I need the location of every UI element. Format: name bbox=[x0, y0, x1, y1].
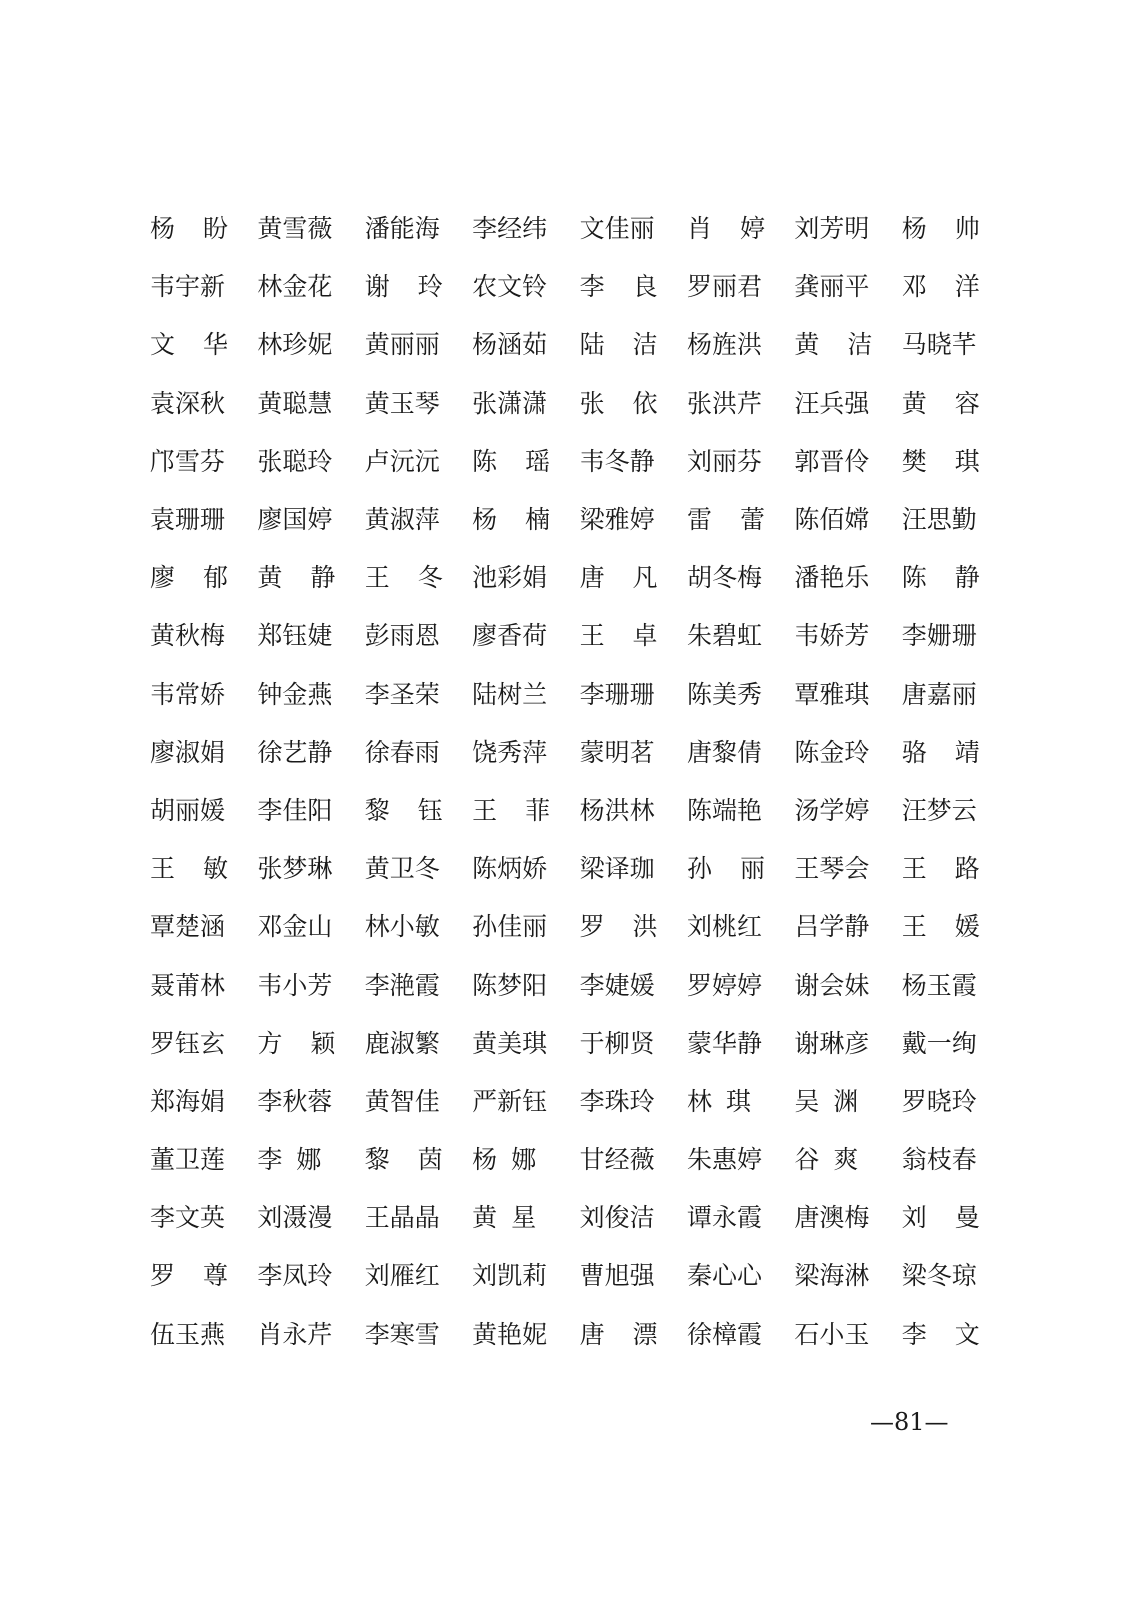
name-entry: 刘俊洁 bbox=[579, 1203, 655, 1233]
name-entry: 刘丽芬 bbox=[686, 446, 762, 476]
name-entry: 杨旌洪 bbox=[686, 330, 762, 360]
name-entry: 韦冬静 bbox=[579, 446, 655, 476]
name-entry: 郑钰婕 bbox=[257, 621, 333, 651]
name-entry: 朱碧虹 bbox=[686, 621, 762, 651]
name-entry: 王琴会 bbox=[794, 854, 870, 884]
name-entry: 谢 玲 bbox=[364, 272, 443, 302]
name-entry: 刘滠漫 bbox=[257, 1203, 333, 1233]
name-entry: 黄卫冬 bbox=[364, 854, 440, 884]
name-entry: 韦娇芳 bbox=[794, 621, 870, 651]
name-entry: 黄聪慧 bbox=[257, 388, 333, 418]
name-entry: 李姗珊 bbox=[901, 621, 977, 651]
name-entry: 李珠玲 bbox=[579, 1086, 655, 1116]
name-entry: 罗婷婷 bbox=[686, 970, 762, 1000]
name-entry: 汪梦云 bbox=[901, 795, 977, 825]
name-entry: 黄智佳 bbox=[364, 1086, 440, 1116]
name-entry: 黄 静 bbox=[257, 563, 336, 593]
name-entry: 文 华 bbox=[150, 330, 228, 360]
name-entry: 石小玉 bbox=[794, 1319, 870, 1349]
name-entry: 陈美秀 bbox=[686, 679, 762, 709]
name-entry: 王 媛 bbox=[901, 912, 980, 942]
name-entry: 刘桃红 bbox=[686, 912, 762, 942]
name-entry: 李文英 bbox=[150, 1203, 226, 1233]
name-entry: 蒙明茗 bbox=[579, 737, 655, 767]
name-entry: 谢琳彦 bbox=[794, 1028, 870, 1058]
name-entry: 汤学婷 bbox=[794, 795, 870, 825]
name-entry: 林金花 bbox=[257, 272, 333, 302]
name-entry: 吴 渊 bbox=[794, 1086, 859, 1116]
name-entry: 杨涵茹 bbox=[472, 330, 548, 360]
name-entry: 张洪芹 bbox=[686, 388, 762, 418]
name-entry: 聂莆林 bbox=[150, 970, 226, 1000]
name-entry: 王 菲 bbox=[472, 795, 551, 825]
name-entry: 杨 盼 bbox=[150, 214, 228, 244]
name-entry: 农文铃 bbox=[472, 272, 548, 302]
name-entry: 李珊珊 bbox=[579, 679, 655, 709]
name-entry: 张 依 bbox=[579, 388, 658, 418]
name-entry: 鹿淑繁 bbox=[364, 1028, 440, 1058]
name-entry: 杨 娜 bbox=[472, 1145, 537, 1175]
name-entry: 唐澳梅 bbox=[794, 1203, 870, 1233]
name-entry: 于柳贤 bbox=[579, 1028, 655, 1058]
name-entry: 文佳丽 bbox=[579, 214, 655, 244]
name-entry: 张潇潇 bbox=[472, 388, 548, 418]
name-entry: 刘芳明 bbox=[794, 214, 870, 244]
name-entry: 徐艺静 bbox=[257, 737, 333, 767]
name-entry: 郭晋伶 bbox=[794, 446, 870, 476]
name-entry: 罗 尊 bbox=[150, 1261, 228, 1291]
name-entry: 袁珊珊 bbox=[150, 505, 226, 535]
name-entry: 刘雁红 bbox=[364, 1261, 440, 1291]
name-entry: 杨玉霞 bbox=[901, 970, 977, 1000]
name-entry: 胡丽媛 bbox=[150, 795, 226, 825]
name-entry: 戴一绚 bbox=[901, 1028, 977, 1058]
name-entry: 杨 帅 bbox=[901, 214, 980, 244]
name-entry: 梁雅婷 bbox=[579, 505, 655, 535]
name-entry: 廖淑娟 bbox=[150, 737, 226, 767]
name-entry: 黄玉琴 bbox=[364, 388, 440, 418]
name-entry: 李秋蓉 bbox=[257, 1086, 333, 1116]
name-entry: 刘 曼 bbox=[901, 1203, 980, 1233]
name-entry: 樊 琪 bbox=[901, 446, 980, 476]
name-entry: 王 路 bbox=[901, 854, 980, 884]
name-entry: 孙 丽 bbox=[686, 854, 765, 884]
name-entry: 覃雅琪 bbox=[794, 679, 870, 709]
name-entry: 杨洪林 bbox=[579, 795, 655, 825]
name-entry: 黄艳妮 bbox=[472, 1319, 548, 1349]
name-entry: 秦心心 bbox=[686, 1261, 762, 1291]
name-entry: 林小敏 bbox=[364, 912, 440, 942]
name-entry: 胡冬梅 bbox=[686, 563, 762, 593]
name-entry: 李经纬 bbox=[472, 214, 548, 244]
name-entry: 罗丽君 bbox=[686, 272, 762, 302]
name-entry: 张聪玲 bbox=[257, 446, 333, 476]
name-entry: 翁枝春 bbox=[901, 1145, 977, 1175]
name-entry: 饶秀萍 bbox=[472, 737, 548, 767]
name-entry: 龚丽平 bbox=[794, 272, 870, 302]
name-entry: 黄丽丽 bbox=[364, 330, 440, 360]
name-entry: 谢会妹 bbox=[794, 970, 870, 1000]
name-entry: 汪兵强 bbox=[794, 388, 870, 418]
name-entry: 朱惠婷 bbox=[686, 1145, 762, 1175]
name-entry: 李圣荣 bbox=[364, 679, 440, 709]
name-entry: 汪思勤 bbox=[901, 505, 977, 535]
name-entry: 黄秋梅 bbox=[150, 621, 226, 651]
name-entry: 刘凯莉 bbox=[472, 1261, 548, 1291]
name-entry: 蒙华静 bbox=[686, 1028, 762, 1058]
name-entry: 覃楚涵 bbox=[150, 912, 226, 942]
name-entry: 邝雪芬 bbox=[150, 446, 226, 476]
name-entry: 董卫莲 bbox=[150, 1145, 226, 1175]
name-entry: 方 颖 bbox=[257, 1028, 336, 1058]
name-entry: 韦小芳 bbox=[257, 970, 333, 1000]
name-entry: 黎 钰 bbox=[364, 795, 443, 825]
name-entry: 曹旭强 bbox=[579, 1261, 655, 1291]
name-entry: 廖国婷 bbox=[257, 505, 333, 535]
name-entry: 陆 洁 bbox=[579, 330, 658, 360]
name-entry: 黄 容 bbox=[901, 388, 980, 418]
name-entry: 陈梦阳 bbox=[472, 970, 548, 1000]
name-entry: 黄淑萍 bbox=[364, 505, 440, 535]
name-entry: 廖香荷 bbox=[472, 621, 548, 651]
name-entry: 陈 静 bbox=[901, 563, 980, 593]
name-entry: 李滟霞 bbox=[364, 970, 440, 1000]
name-entry: 李佳阳 bbox=[257, 795, 333, 825]
name-entry: 肖永芹 bbox=[257, 1319, 333, 1349]
name-entry: 张梦琳 bbox=[257, 854, 333, 884]
name-entry: 杨 楠 bbox=[472, 505, 551, 535]
name-entry: 邓金山 bbox=[257, 912, 333, 942]
name-entry: 陈炳娇 bbox=[472, 854, 548, 884]
name-entry: 王 卓 bbox=[579, 621, 658, 651]
name-entry: 甘经薇 bbox=[579, 1145, 655, 1175]
name-entry: 潘艳乐 bbox=[794, 563, 870, 593]
name-entry: 唐 漂 bbox=[579, 1319, 658, 1349]
name-entry: 罗钰玄 bbox=[150, 1028, 226, 1058]
name-entry: 陆树兰 bbox=[472, 679, 548, 709]
name-entry: 袁深秋 bbox=[150, 388, 226, 418]
name-entry: 郑海娟 bbox=[150, 1086, 226, 1116]
name-entry: 黄美琪 bbox=[472, 1028, 548, 1058]
name-entry: 潘能海 bbox=[364, 214, 440, 244]
name-entry: 王晶晶 bbox=[364, 1203, 440, 1233]
name-entry: 徐春雨 bbox=[364, 737, 440, 767]
name-entry: 池彩娟 bbox=[472, 563, 548, 593]
name-entry: 陈金玲 bbox=[794, 737, 870, 767]
name-entry: 梁译珈 bbox=[579, 854, 655, 884]
name-entry: 王 敏 bbox=[150, 854, 228, 884]
name-entry: 邓 洋 bbox=[901, 272, 980, 302]
name-entry: 罗 洪 bbox=[579, 912, 658, 942]
name-entry: 马晓芊 bbox=[901, 330, 977, 360]
name-entry: 林 琪 bbox=[686, 1086, 751, 1116]
name-entry: 严新钰 bbox=[472, 1086, 548, 1116]
name-entry: 黄雪薇 bbox=[257, 214, 333, 244]
name-entry: 李 文 bbox=[901, 1319, 980, 1349]
name-entry: 谭永霞 bbox=[686, 1203, 762, 1233]
name-entry: 卢沅沅 bbox=[364, 446, 440, 476]
name-entry: 廖 郁 bbox=[150, 563, 228, 593]
name-entry: 李寒雪 bbox=[364, 1319, 440, 1349]
name-entry: 黄 洁 bbox=[794, 330, 873, 360]
name-entry: 伍玉燕 bbox=[150, 1319, 226, 1349]
name-entry: 孙佳丽 bbox=[472, 912, 548, 942]
name-entry: 梁海淋 bbox=[794, 1261, 870, 1291]
name-entry: 彭雨恩 bbox=[364, 621, 440, 651]
name-entry: 骆 靖 bbox=[901, 737, 980, 767]
name-entry: 梁冬琼 bbox=[901, 1261, 977, 1291]
name-entry: 黎 茵 bbox=[364, 1145, 443, 1175]
name-entry: 陈端艳 bbox=[686, 795, 762, 825]
name-entry: 王 冬 bbox=[364, 563, 443, 593]
name-entry: 罗晓玲 bbox=[901, 1086, 977, 1116]
name-entry: 雷 蕾 bbox=[686, 505, 765, 535]
name-entry: 钟金燕 bbox=[257, 679, 333, 709]
name-entry: 李婕媛 bbox=[579, 970, 655, 1000]
name-entry: 韦宇新 bbox=[150, 272, 226, 302]
name-entry: 谷 爽 bbox=[794, 1145, 859, 1175]
name-entry: 林珍妮 bbox=[257, 330, 333, 360]
name-entry: 李 娜 bbox=[257, 1145, 322, 1175]
name-entry: 韦常娇 bbox=[150, 679, 226, 709]
name-entry: 唐黎倩 bbox=[686, 737, 762, 767]
name-entry: 李凤玲 bbox=[257, 1261, 333, 1291]
names-grid bbox=[150, 200, 980, 1364]
name-entry: 唐嘉丽 bbox=[901, 679, 977, 709]
name-entry: 黄 星 bbox=[472, 1203, 537, 1233]
name-entry: 陈 瑶 bbox=[472, 446, 551, 476]
name-entry: 吕学静 bbox=[794, 912, 870, 942]
name-entry: 陈佰嫦 bbox=[794, 505, 870, 535]
page-number: —81— bbox=[870, 1408, 949, 1436]
name-entry: 肖 婷 bbox=[686, 214, 765, 244]
name-entry: 徐樟霞 bbox=[686, 1319, 762, 1349]
name-entry: 唐 凡 bbox=[579, 563, 658, 593]
name-entry: 李 良 bbox=[579, 272, 658, 302]
